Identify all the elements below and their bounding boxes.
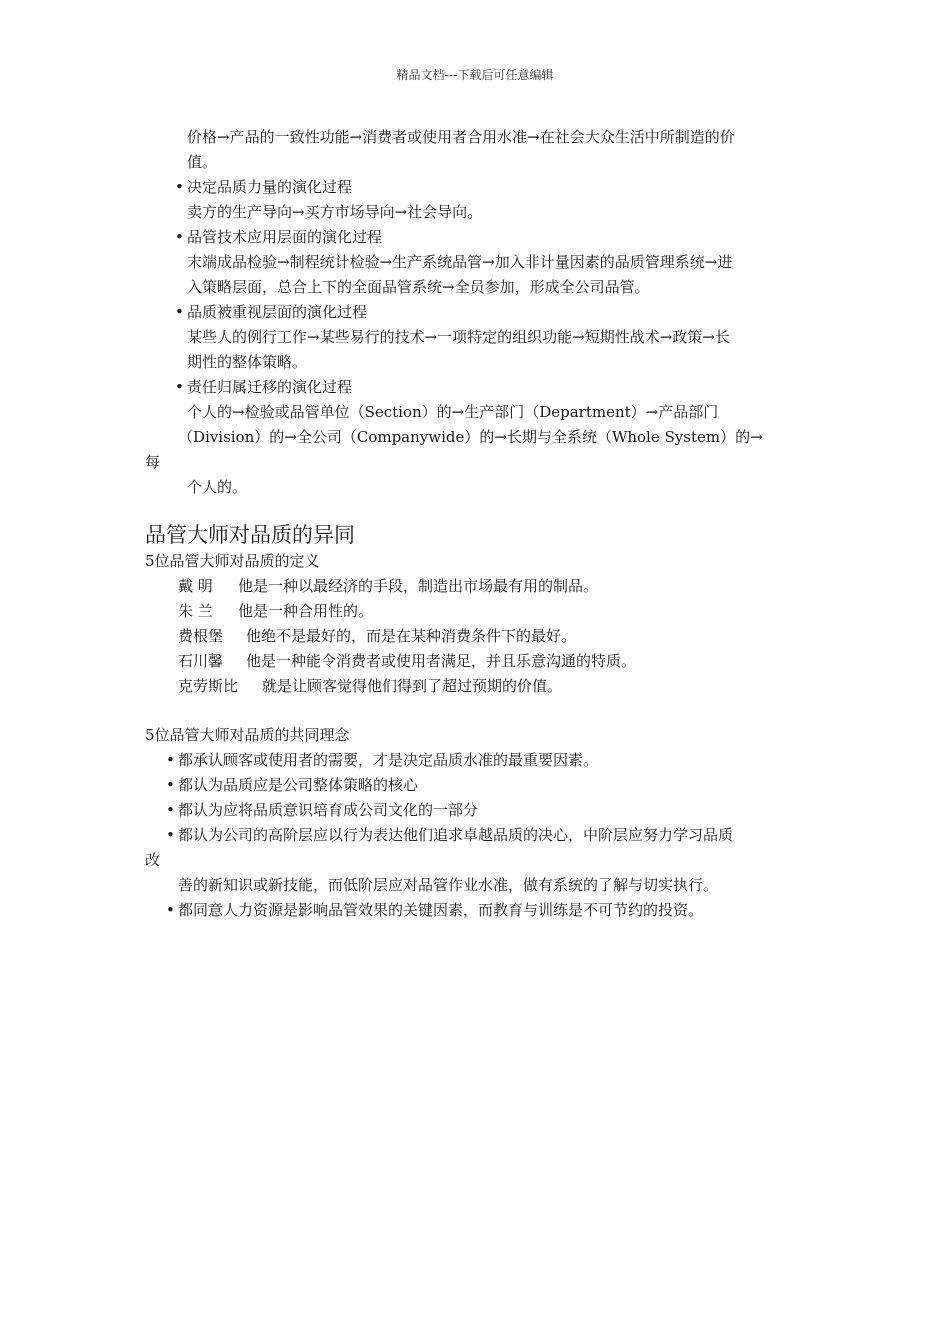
definition-text: 他是一种能令消费者或使用者满足，并且乐意沟通的特质。 bbox=[246, 652, 637, 670]
definition-text: 他是一种合用性的。 bbox=[238, 602, 374, 620]
common-item: • 都认为公司的高阶层应以行为表达他们追求卓越品质的决心，中阶层应努力学习品质 bbox=[166, 826, 733, 844]
evolution-item-title: • 品质被重视层面的演化过程 bbox=[175, 303, 367, 321]
evolution-item-line: 每 bbox=[145, 453, 161, 471]
definition-text: 就是让顾客觉得他们得到了超过预期的价值。 bbox=[262, 677, 563, 695]
evolution-item-title: • 责任归属迁移的演化过程 bbox=[175, 378, 352, 396]
evolution-item-line: 某些人的例行工作→某些易行的技术→一项特定的组织功能→短期性战术→政策→长 bbox=[187, 328, 730, 346]
evolution-item-line: 卖方的生产导向→买方市场导向→社会导向。 bbox=[187, 203, 483, 221]
common-item: • 都承认顾客或使用者的需要，才是决定品质水准的最重要因素。 bbox=[166, 751, 598, 769]
evolution-item-line: （Division）的→全公司（Companywide）的→长期与全系统（Whole System）的→ bbox=[178, 428, 763, 446]
definition-row bbox=[178, 627, 576, 645]
page-header: 精品文档---下载后可任意编辑 bbox=[396, 68, 554, 82]
definition-text: 他是一种以最经济的手段，制造出市场最有用的制品。 bbox=[238, 577, 599, 595]
evolution-item-line: 期性的整体策略。 bbox=[187, 353, 308, 371]
master-name: 朱 兰 bbox=[178, 602, 213, 620]
definition-row bbox=[178, 652, 636, 670]
definition-row bbox=[178, 677, 562, 695]
evolution-item-line: 个人的。 bbox=[187, 478, 248, 496]
evolution-item-line: 末端成品检验→制程统计检验→生产系统品管→加入非计量因素的品质管理系统→进 bbox=[187, 253, 733, 271]
intro-line-1: 价格→产品的一致性功能→消费者或使用者合用水准→在社会大众生活中所制造的价 bbox=[187, 128, 735, 146]
common-item-continuation: 善的新知识或新技能，而低阶层应对品管作业水准，做有系统的了解与切实执行。 bbox=[178, 876, 719, 894]
definition-text: 他绝不是最好的，而是在某种消费条件下的最好。 bbox=[246, 627, 577, 645]
master-name: 戴 明 bbox=[178, 577, 213, 595]
master-name: 费根堡 bbox=[178, 627, 224, 645]
intro-line-2: 值。 bbox=[187, 153, 218, 171]
common-title: 5位品管大师对品质的共同理念 bbox=[145, 726, 350, 744]
master-name: 石川馨 bbox=[178, 652, 224, 670]
common-item: • 都认为品质应是公司整体策略的核心 bbox=[166, 776, 418, 794]
definitions-title: 5位品管大师对品质的定义 bbox=[145, 552, 320, 570]
section-heading: 品管大师对品质的异同 bbox=[145, 523, 355, 547]
evolution-item-title: • 品管技术应用层面的演化过程 bbox=[175, 228, 382, 246]
evolution-item-title: • 决定品质力量的演化过程 bbox=[175, 178, 352, 196]
common-item-wrap: 改 bbox=[145, 851, 161, 869]
common-item: • 都认为应将品质意识培育成公司文化的一部分 bbox=[166, 801, 478, 819]
master-name: 克劳斯比 bbox=[178, 677, 239, 695]
evolution-item-line: 入策略层面，总合上下的全面品管系统→全员参加，形成全公司品管。 bbox=[187, 278, 650, 296]
definition-row bbox=[178, 602, 373, 620]
definition-row bbox=[178, 577, 598, 595]
evolution-item-line: 个人的→检验或品管单位（Section）的→生产部门（Department）→产品部门 bbox=[187, 403, 719, 421]
common-item: • 都同意人力资源是影响品管效果的关键因素，而教育与训练是不可节约的投资。 bbox=[166, 901, 703, 919]
